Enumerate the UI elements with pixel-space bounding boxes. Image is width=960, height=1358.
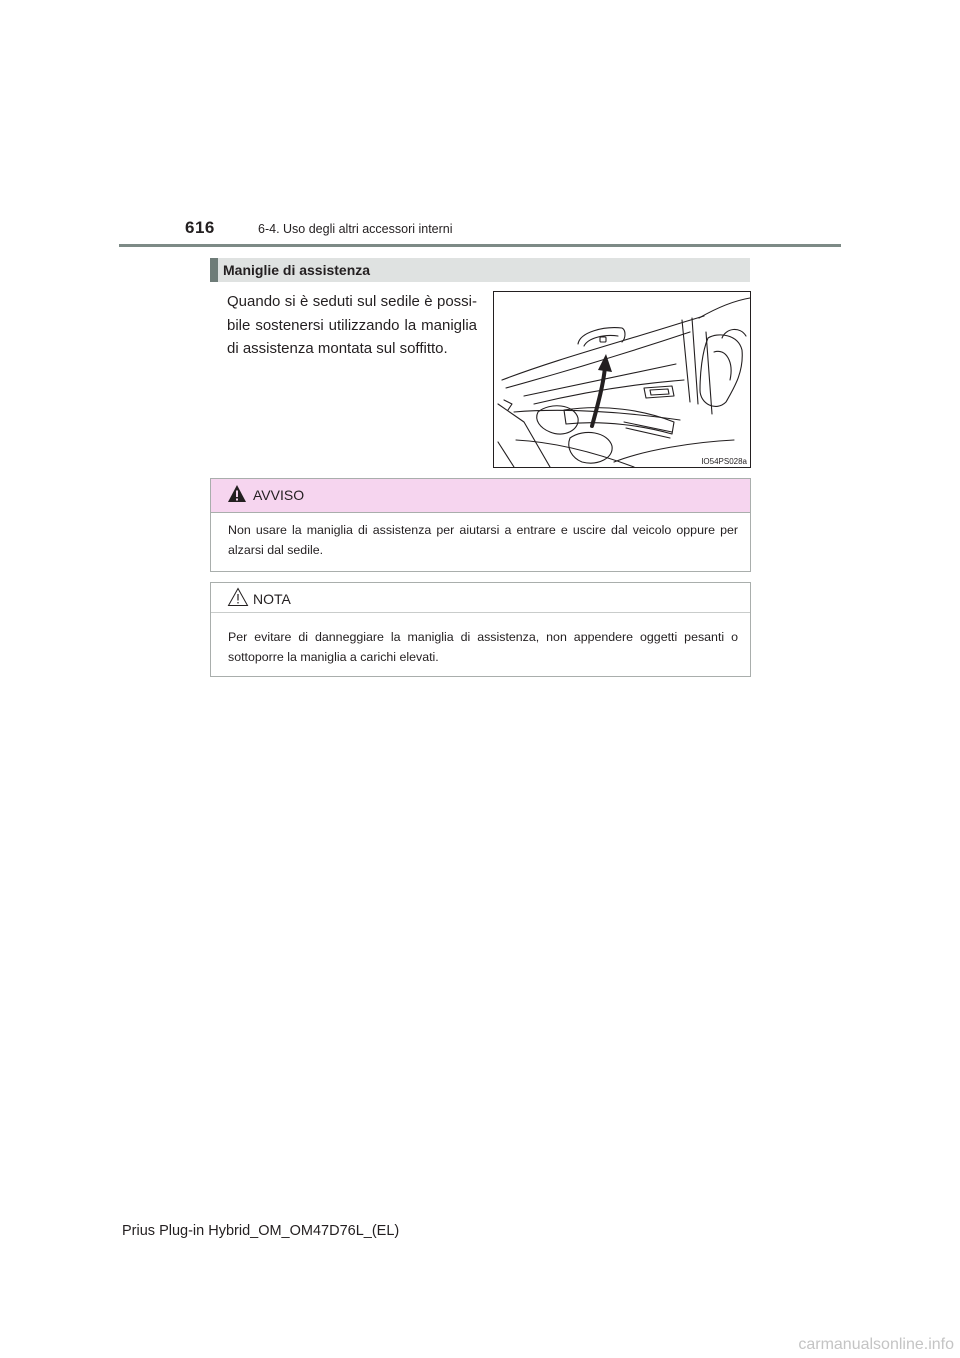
footer-manual-id: Prius Plug-in Hybrid_OM_OM47D76L_(EL)	[122, 1223, 400, 1239]
note-header	[211, 583, 750, 613]
assist-grip-illustration	[493, 291, 751, 468]
note-box	[210, 582, 751, 677]
figure-code: IO54PS028a	[701, 457, 747, 466]
section-heading-accent	[210, 258, 218, 282]
warning-box	[210, 478, 751, 572]
page-number: 616	[185, 218, 215, 237]
section-body-text: Quando si è seduti sul sedile è possi-bile sostenersi utilizzando la maniglia di assistenza montata sul soffitto.	[227, 293, 477, 357]
header-rule	[119, 244, 841, 247]
note-label: NOTA	[253, 591, 291, 607]
chapter-title: 6-4. Uso degli altri accessori interni	[258, 222, 453, 236]
watermark[interactable]: carmanualsonline.info	[798, 1336, 954, 1353]
warning-text: Non usare la maniglia di assistenza per aiutarsi a entrare e uscire dal veicolo oppure per alzarsi dal sedile.	[228, 523, 738, 557]
warning-label: AVVISO	[253, 487, 305, 503]
warning-triangle-icon	[227, 484, 247, 508]
caution-triangle-icon	[227, 587, 249, 612]
note-text: Per evitare di danneggiare la maniglia di assistenza, non appendere oggetti pesanti o sottoporre la maniglia a carichi elevati.	[228, 630, 738, 664]
car-interior-drawing	[494, 292, 750, 467]
warning-header	[211, 479, 750, 513]
section-title: Maniglie di assistenza	[223, 262, 371, 278]
